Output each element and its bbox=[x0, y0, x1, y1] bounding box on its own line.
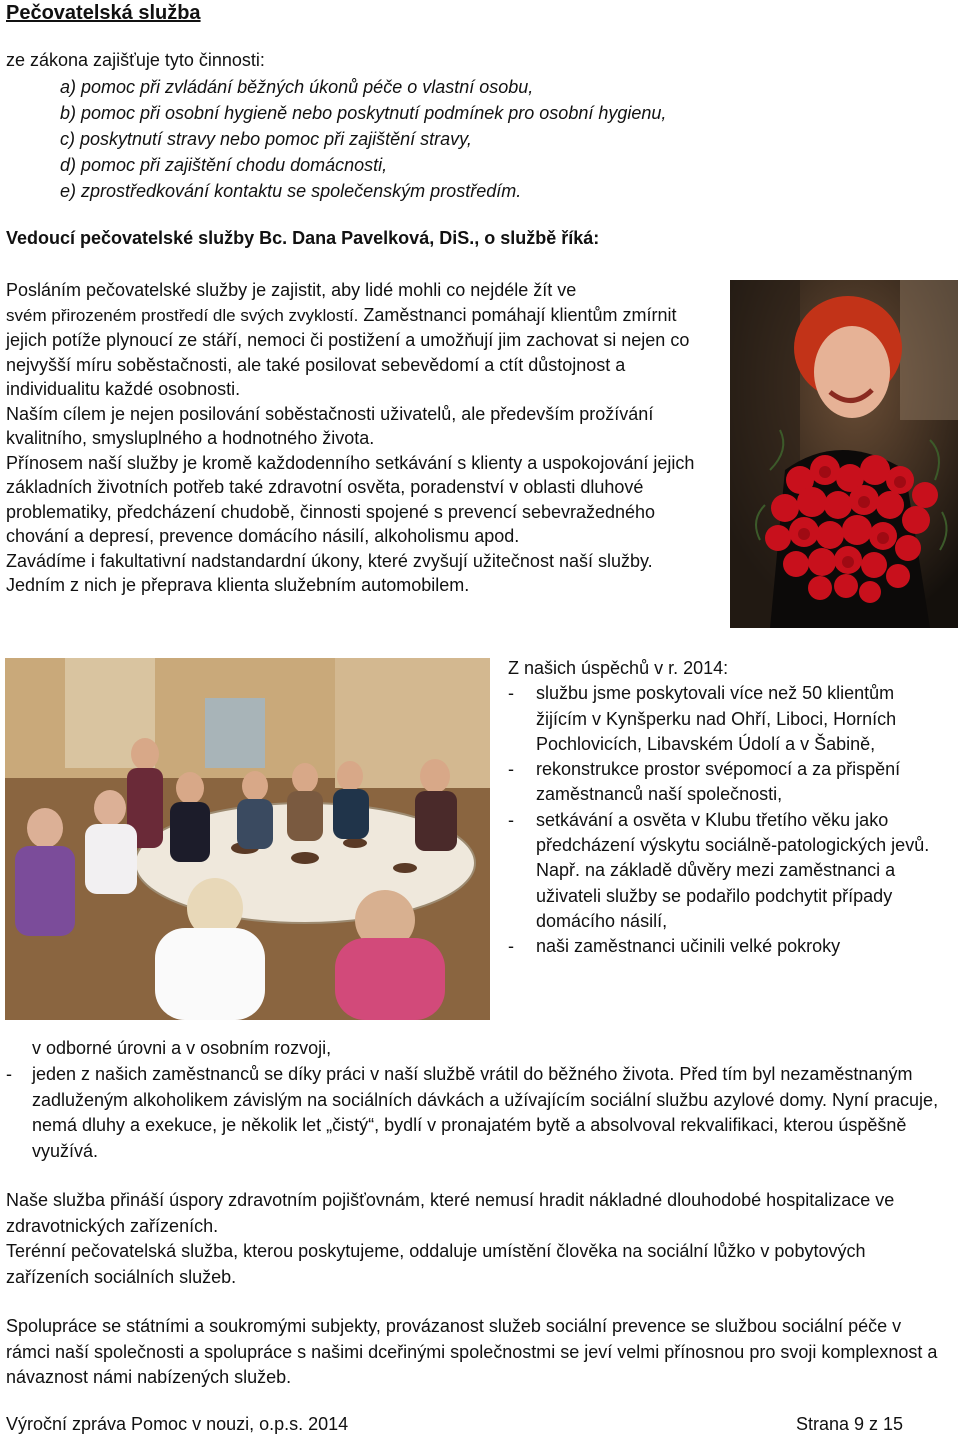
intro-text: ze zákona zajišťuje tyto činnosti: bbox=[6, 50, 265, 70]
success-item-continuation: v odborné úrovni a v osobním rozvoji, bbox=[32, 1038, 332, 1058]
successes-title: Z našich úspěchů v r. 2014: bbox=[508, 658, 729, 678]
mission-line-1: Posláním pečovatelské služby je zajistit, aby lidé mohli co nejdéle žít ve bbox=[6, 280, 577, 300]
success-item-text: jeden z našich zaměstnanců se díky práci v naší službě vrátil do běžného života. Před tím byl nezaměstnaným zadluženým alkoholikem závislým na sociálních dávkách a užívajícím sociální službu azylové domy. Nyní pracuje, nemá dluhy a exekuce, je několik let „čistý“, bydlí v pronajatém bytě a absolvoval rekvalifikaci, kterou úspěšně využívá. bbox=[32, 1064, 939, 1161]
leader-line: Vedoucí pečovatelské služby Bc. Dana Pavelková, DiS., o službě říká: bbox=[6, 228, 600, 248]
dash-bullet: - bbox=[508, 809, 514, 830]
success-item bbox=[508, 757, 948, 808]
footer-page-number: Strana 9 z 15 bbox=[796, 1414, 904, 1434]
success-item-text: naši zaměstnanci učinili velké pokroky bbox=[536, 936, 841, 957]
successes-section bbox=[508, 656, 948, 960]
page-heading: Pečovatelská služba bbox=[6, 2, 201, 24]
success-item bbox=[508, 934, 948, 959]
duty-item: d) pomoc při zajištění chodu domácnosti, bbox=[60, 155, 388, 175]
success-item-text: službu jsme poskytovali více než 50 klientům žijícím v Kynšperku nad Ohří, Liboci, Horních Pochlovicích, Libavském Údolí a v Šabině, bbox=[536, 683, 897, 754]
photo-woman-with-roses bbox=[730, 280, 958, 628]
mission-para-4: Zavádíme i fakultativní nadstandardní úkony, které zvyšují užitečnost naší služby. Jedním z nich je přeprava klienta služebním automobilem. bbox=[6, 550, 653, 595]
footer-report-title: Výroční zpráva Pomoc v nouzi, o.p.s. 2014 bbox=[6, 1414, 349, 1434]
dash-bullet: - bbox=[508, 759, 514, 780]
success-item-text: setkávání a osvěta v Klubu třetího věku jako předcházení výskytu sociálně-patologických jevů. Např. na základě důvěry mezi zaměstnanci a uživateli služby se podařilo podchytit případy domácího násilí, bbox=[536, 809, 930, 931]
savings-section bbox=[6, 1188, 936, 1290]
success-item bbox=[508, 681, 948, 757]
mission-line-2: svém přirozeném prostředí dle svých zvyklostí. bbox=[6, 305, 359, 325]
mission-para-2: Naším cílem je nejen posilování soběstačnosti uživatelů, ale především prožívání kvalitního, smysluplného a hodnotného života. bbox=[6, 403, 654, 448]
duties-list bbox=[60, 74, 666, 204]
success-item-text: rekonstrukce prostor svépomocí a za přispění zaměstnanců naší společnosti, bbox=[536, 759, 901, 805]
mission-para-1 bbox=[6, 278, 716, 402]
success-item bbox=[508, 808, 948, 934]
success-item-last bbox=[6, 1062, 946, 1164]
photo-group-meeting bbox=[5, 658, 490, 1020]
dash-bullet: - bbox=[508, 936, 514, 957]
dash-bullet: - bbox=[508, 683, 514, 704]
savings-text: Naše služba přináší úspory zdravotním pojišťovnám, které nemusí hradit nákladné dlouhodobé hospitalizace ve zdravotnických zařízeních. bbox=[6, 1190, 895, 1236]
duty-item: c) poskytnutí stravy nebo pomoc při zajištění stravy, bbox=[60, 129, 472, 149]
mission-para-3: Přínosem naší služby je kromě každodenního setkávání s klienty a uspokojování jejich základních životních potřeb také zdravotní osvěta, poradenství v oblasti dluhové problematiky, předcházení chudobě, činnosti spojené s prevencí sebevražedného chování a depresí, prevence domácího násilí, alkoholismu apod. bbox=[6, 452, 695, 546]
duty-item: a) pomoc při zvládání běžných úkonů péče o vlastní osobu, bbox=[60, 77, 534, 97]
cooperation-text: Spolupráce se státními a soukromými subjekty, provázanost služeb sociální prevence se službou sociální péče v rámci naší společnosti a spolupráce s našimi dceřinými společnostmi se jeví velmi přínosnou pro svoji komplexnost a návaznost námi nabízených služeb. bbox=[6, 1316, 938, 1387]
mission-text bbox=[6, 278, 716, 598]
terrain-text: Terénní pečovatelská služba, kterou poskytujeme, oddaluje umístění člověka na sociální lůžko v pobytových zařízeních sociálních služeb. bbox=[6, 1241, 866, 1287]
mission-line-3: Zaměstnanci pomáhají klientům zmírnit jejich potíže plynoucí ze stáří, nemoci či postižení a umožňují jim zachovat si nejen co nejvyšší míru soběstačnosti, ale také posilovat sebevědomí a ctít důstojnost a individualitu každé osobnosti. bbox=[6, 304, 690, 399]
duty-item: e) zprostředkování kontaktu se společenským prostředím. bbox=[60, 181, 522, 201]
dash-bullet: - bbox=[6, 1064, 12, 1084]
duty-item: b) pomoc při osobní hygieně nebo poskytnutí podmínek pro osobní hygienu, bbox=[60, 103, 667, 123]
